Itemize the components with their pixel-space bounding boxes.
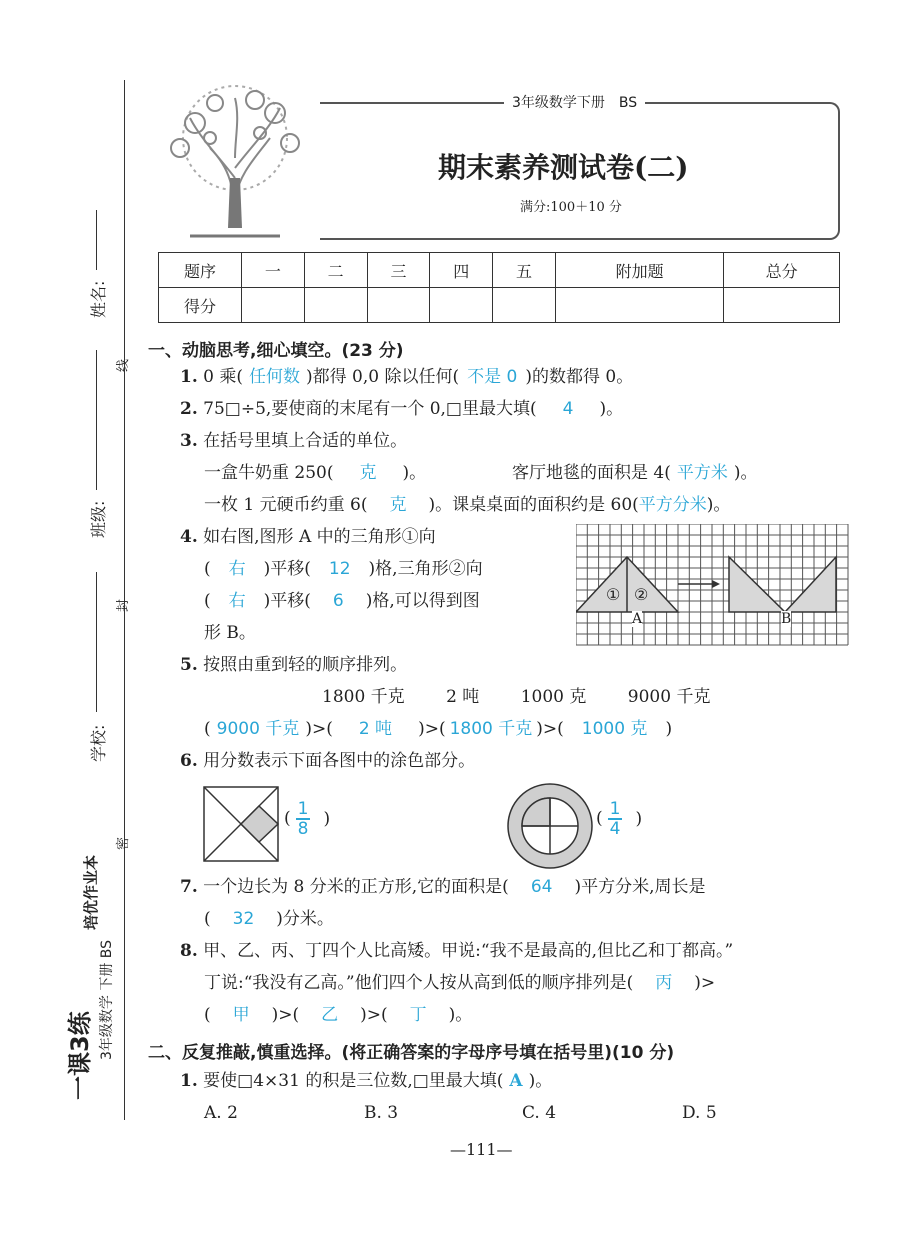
answer: 平方分米	[638, 495, 707, 515]
weight-item: 9000 千克	[627, 687, 711, 707]
question-text: )。	[733, 463, 758, 483]
question-number: 7.	[180, 877, 198, 897]
table-cell: 题序	[159, 253, 242, 288]
paren: )	[323, 808, 331, 829]
question-3	[180, 430, 407, 452]
answer: 丁	[409, 1005, 427, 1025]
table-cell: 五	[493, 253, 556, 288]
question-5-answers	[204, 718, 672, 740]
question-6	[180, 750, 475, 772]
option-b[interactable]: B. 3	[364, 1103, 399, 1123]
table-cell: 得分	[159, 288, 242, 323]
score-input[interactable]	[430, 288, 493, 323]
question-4-line1	[180, 526, 436, 548]
fraction-2	[596, 800, 642, 840]
question-text: )。	[448, 1005, 473, 1025]
question-2	[180, 398, 623, 420]
page-title: 期末素养测试卷(二)	[438, 151, 689, 184]
question-1	[180, 366, 633, 388]
paren: (	[596, 808, 603, 829]
question-text: )。课桌桌面的面积约是 60(	[428, 495, 639, 515]
answer: 甲	[232, 1005, 250, 1025]
question-text: )都得 0,0 除以任何(	[306, 367, 460, 387]
answer: 9000 千克	[216, 719, 300, 739]
answer: 右	[228, 591, 246, 611]
table-cell: 总分	[724, 253, 840, 288]
question-3-line2	[204, 494, 730, 516]
question-number: 5.	[180, 655, 198, 675]
answer: 平方米	[676, 463, 728, 483]
shape-b-label: B	[781, 611, 792, 627]
question-number: 3.	[180, 431, 198, 451]
triangle-1-label: ①	[606, 585, 621, 604]
paren: (	[284, 808, 291, 829]
school-label: 学校:	[89, 724, 108, 762]
question-5	[180, 654, 407, 676]
answer: 任何数	[249, 367, 301, 387]
question-text: )平移(	[263, 591, 311, 611]
score-table	[158, 252, 840, 323]
answer: 32	[232, 909, 255, 929]
weight-item: 2 吨	[446, 687, 480, 707]
question-text: 一枚 1 元硬币约重 6(	[204, 495, 368, 515]
arrow-icon	[712, 580, 720, 588]
question-3-line1b	[512, 462, 758, 484]
answer: A	[509, 1071, 523, 1091]
question-text: (	[204, 559, 211, 579]
question-text: (	[204, 909, 211, 929]
score-input[interactable]	[367, 288, 430, 323]
score-input[interactable]	[242, 288, 305, 323]
question-text: 要使□4×31 的积是三位数,□里最大填(	[203, 1071, 504, 1091]
answer: 12	[328, 559, 351, 579]
paren: )>(	[536, 719, 564, 739]
table-cell: 附加题	[555, 253, 723, 288]
answer: 不是 0	[467, 367, 518, 387]
fraction-denominator: 8	[297, 819, 309, 839]
fraction-numerator: 1	[297, 799, 309, 819]
question-text: )平移(	[263, 559, 311, 579]
question-text: )。	[599, 399, 624, 419]
tree-illustration	[150, 78, 320, 243]
class-field[interactable]	[96, 350, 98, 490]
question-text: 形 B。	[204, 623, 256, 643]
table-cell: 二	[304, 253, 367, 288]
section2-heading: 二、反复推敲,慎重选择。(将正确答案的字母序号填在括号里)(10 分)	[148, 1043, 675, 1063]
question-text: 用分数表示下面各图中的涂色部分。	[203, 751, 476, 771]
weight-item: 1000 克	[520, 687, 587, 707]
fraction-denominator: 4	[609, 819, 621, 839]
answer: 1800 千克	[449, 719, 533, 739]
question-4-line4	[204, 622, 256, 644]
option-a[interactable]: A. 2	[204, 1103, 238, 1123]
question-text: 甲、乙、丙、丁四个人比高矮。甲说:“我不是最高的,但比乙和丁都高。”	[203, 941, 734, 961]
paren: )>(	[418, 719, 446, 739]
shape-b	[729, 557, 836, 612]
score-input[interactable]	[304, 288, 367, 323]
question-text: 一个边长为 8 分米的正方形,它的面积是(	[203, 877, 509, 897]
score-table-score-row	[159, 288, 840, 323]
question-text: 一盒牛奶重 250(	[204, 463, 334, 483]
question-text: )。	[402, 463, 427, 483]
question-text: (	[204, 591, 211, 611]
table-cell: 一	[242, 253, 305, 288]
question-text: 75□÷5,要使商的末尾有一个 0,□里最大填(	[203, 399, 537, 419]
question-4-line2	[204, 558, 483, 580]
question-8-line1	[180, 940, 733, 962]
option-d[interactable]: D. 5	[682, 1103, 717, 1123]
answer: 右	[228, 559, 246, 579]
paren: )>(	[305, 719, 333, 739]
question-text: )的数都得 0。	[525, 367, 634, 387]
question-number: 8.	[180, 941, 198, 961]
school-field[interactable]	[96, 572, 98, 712]
answer: 2 吨	[358, 719, 393, 739]
score-table-header-row	[159, 253, 840, 288]
answer: 丙	[655, 973, 673, 993]
answer: 1000 克	[581, 719, 648, 739]
question-5-items	[322, 686, 710, 708]
score-input[interactable]	[493, 288, 556, 323]
question-4-line3	[204, 590, 480, 612]
question-8-line3	[204, 1004, 472, 1026]
question-text: )。	[528, 1071, 553, 1091]
question-text: )。	[706, 495, 731, 515]
question-text: 如右图,图形 A 中的三角形①向	[203, 527, 436, 547]
question-number: 4.	[180, 527, 198, 547]
question-text: 客厅地毯的面积是 4(	[512, 463, 671, 483]
answer: 克	[389, 495, 407, 515]
question-3-line1	[204, 462, 426, 484]
table-cell: 四	[430, 253, 493, 288]
question-text: (	[204, 1005, 211, 1025]
shape-a-label: A	[632, 611, 643, 627]
score-input[interactable]	[555, 288, 723, 323]
question-8-line2	[204, 972, 715, 994]
brand-grade: 3年级数学 下册 BS	[99, 939, 115, 1060]
ring-circle	[506, 782, 594, 870]
fraction-1	[284, 800, 330, 840]
paren: )	[665, 719, 673, 739]
question-text: )>(	[360, 1005, 388, 1025]
book-label: 3年级数学下册 BS	[504, 92, 645, 112]
question-text: )>(	[271, 1005, 300, 1025]
option-c[interactable]: C. 4	[522, 1103, 557, 1123]
table-cell: 三	[367, 253, 430, 288]
answer: 64	[530, 877, 553, 897]
question-text: )>	[694, 973, 716, 993]
paren: )	[635, 808, 643, 829]
answer: 克	[359, 463, 377, 483]
tangram-square	[203, 786, 279, 862]
answer: 乙	[321, 1005, 339, 1025]
question-text: 丁说:“我没有乙高。”他们四个人按从高到低的顺序排列是(	[204, 973, 634, 993]
paren: (	[204, 719, 211, 739]
brand-sub: 培优作业本	[82, 854, 100, 930]
question-text: 在括号里填上合适的单位。	[203, 431, 408, 451]
question-text: 0 乘(	[203, 367, 244, 387]
question-text: 按照由重到轻的顺序排列。	[203, 655, 408, 675]
class-label: 班级:	[89, 500, 108, 538]
question-7-line2	[204, 908, 334, 930]
question-number: 1.	[180, 1071, 198, 1091]
cut-seal-text: 封	[116, 598, 131, 612]
brand-main: 一课3练	[66, 1011, 94, 1100]
question-text: )格,可以得到图	[365, 591, 480, 611]
weight-item: 1800 千克	[322, 687, 405, 707]
question-number: 6.	[180, 751, 198, 771]
question-number: 1.	[180, 367, 198, 387]
question-text: )分米。	[276, 909, 334, 929]
fraction	[296, 800, 310, 838]
section2-question-1	[180, 1070, 552, 1092]
cut-line-text: 线	[116, 358, 131, 372]
section1-heading: 一、动脑思考,细心填空。(23 分)	[148, 341, 404, 361]
question-7-line1	[180, 876, 706, 898]
score-input[interactable]	[724, 288, 840, 323]
question-number: 2.	[180, 399, 198, 419]
name-field[interactable]	[96, 210, 98, 270]
answer: 6	[332, 591, 344, 611]
fraction	[608, 800, 622, 838]
page-number: —111—	[450, 1140, 513, 1159]
cut-secret-text: 密	[116, 836, 131, 850]
question-text: )平方分米,周长是	[574, 877, 706, 897]
fraction-numerator: 1	[609, 799, 621, 819]
name-label: 姓名:	[89, 280, 108, 318]
answer: 4	[562, 399, 574, 419]
question-text: )格,三角形②向	[368, 559, 483, 579]
full-score: 满分:100＋10 分	[520, 200, 622, 215]
triangle-2-label: ②	[634, 585, 649, 604]
